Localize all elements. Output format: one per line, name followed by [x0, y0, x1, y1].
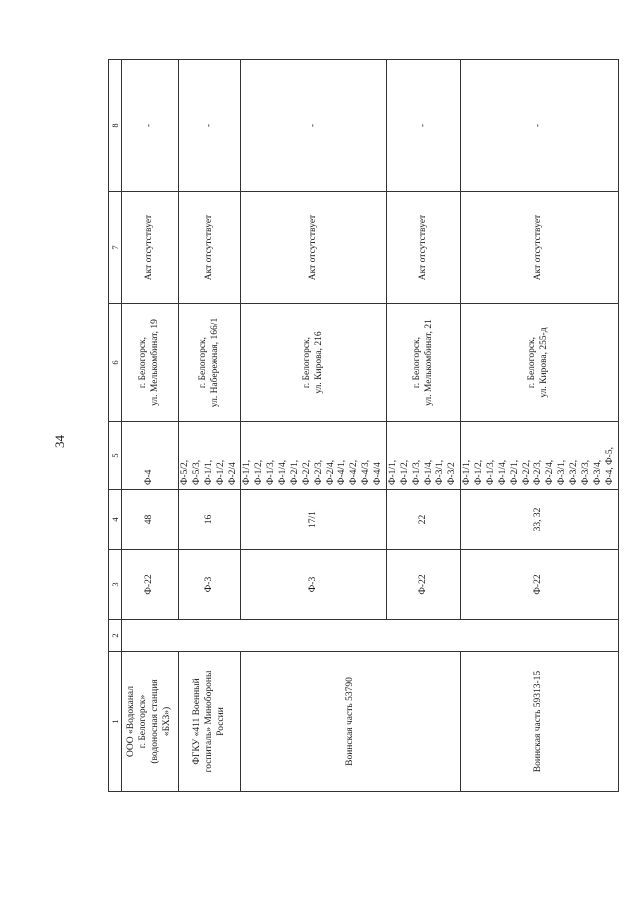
note-cell: -	[461, 60, 618, 192]
note-cell: -	[386, 60, 460, 192]
number-cell: 33, 32	[461, 490, 618, 550]
codes-cell: Ф-1/1, Ф-1/2, Ф-1/3, Ф-1/4, Ф-2/1, Ф-2/2, Ф-2/3, Ф-2/4, Ф-3/1, Ф-3/2, Ф-3/3, Ф-3/4, Ф-4, Ф-5,	[461, 422, 618, 490]
act-cell: Акт отсутствует	[241, 192, 387, 304]
organization-cell: Воинская часть 59313-15	[461, 652, 618, 792]
header-cell: 1	[109, 652, 122, 792]
address-cell: г. Белогорск, ул. Набережная, 166/1	[179, 304, 241, 422]
organization-cell: ООО «Водоканал г. Белогорск» (водоносная станция «БХЗ»)	[122, 652, 179, 792]
codes-cell: Ф-1/1, Ф-1/2, Ф-1/3, Ф-1/4, Ф-2/1, Ф-2/2, Ф-2/3, Ф-2/4, Ф-4/1, Ф-4/2, Ф-4/3, Ф-4/4	[241, 422, 387, 490]
document-table	[108, 59, 619, 792]
number-cell: 16	[179, 490, 241, 550]
organization-cell: Воинская часть 53790	[241, 652, 461, 792]
codes-cell: Ф-4	[122, 422, 179, 490]
number-cell: 17/1	[241, 490, 387, 550]
number-cell: 48	[122, 490, 179, 550]
header-cell: 8	[109, 60, 122, 192]
address-cell: г. Белогорск, ул. Кирова, 216	[241, 304, 387, 422]
table-row	[241, 60, 387, 792]
act-cell: Акт отсутствует	[122, 192, 179, 304]
number-cell: 22	[386, 490, 460, 550]
act-cell: Акт отсутствует	[179, 192, 241, 304]
table-header-row	[109, 60, 122, 792]
address-cell: г. Белогорск, ул. Кирова, 255-д	[461, 304, 618, 422]
table-row	[179, 60, 241, 792]
table-row	[461, 60, 618, 792]
address-cell: г. Белогорск, ул. Мелькомбинат, 19	[122, 304, 179, 422]
source-cell: Ф-22	[122, 550, 179, 620]
header-cell: 6	[109, 304, 122, 422]
column-2-empty-cell	[122, 620, 619, 652]
codes-cell: Ф-5/2, Ф-5/3, Ф-1/1, Ф-1/2, Ф-2/4	[179, 422, 241, 490]
header-cell: 7	[109, 192, 122, 304]
note-cell: -	[179, 60, 241, 192]
note-cell: -	[241, 60, 387, 192]
table-row	[122, 60, 179, 792]
source-cell: Ф-22	[461, 550, 618, 620]
address-cell: г. Белогорск, ул. Мелькомбинат, 21	[386, 304, 460, 422]
page-number: 34	[52, 435, 67, 448]
act-cell: Акт отсутствует	[386, 192, 460, 304]
organization-cell: ФГКУ «411 Военный госпиталь» Минобороны России	[179, 652, 241, 792]
codes-cell: Ф-1/1, Ф-1/2, Ф-1/3, Ф-1/4, Ф-3/1, Ф-3/2	[386, 422, 460, 490]
header-cell: 3	[109, 550, 122, 620]
act-cell: Акт отсутствует	[461, 192, 618, 304]
note-cell: -	[122, 60, 179, 192]
source-cell: Ф-22	[386, 550, 460, 620]
rotated-table-container	[108, 60, 615, 792]
source-cell: Ф-3	[179, 550, 241, 620]
header-cell: 5	[109, 422, 122, 490]
header-cell: 2	[109, 620, 122, 652]
header-cell: 4	[109, 490, 122, 550]
source-cell: Ф-3	[241, 550, 387, 620]
